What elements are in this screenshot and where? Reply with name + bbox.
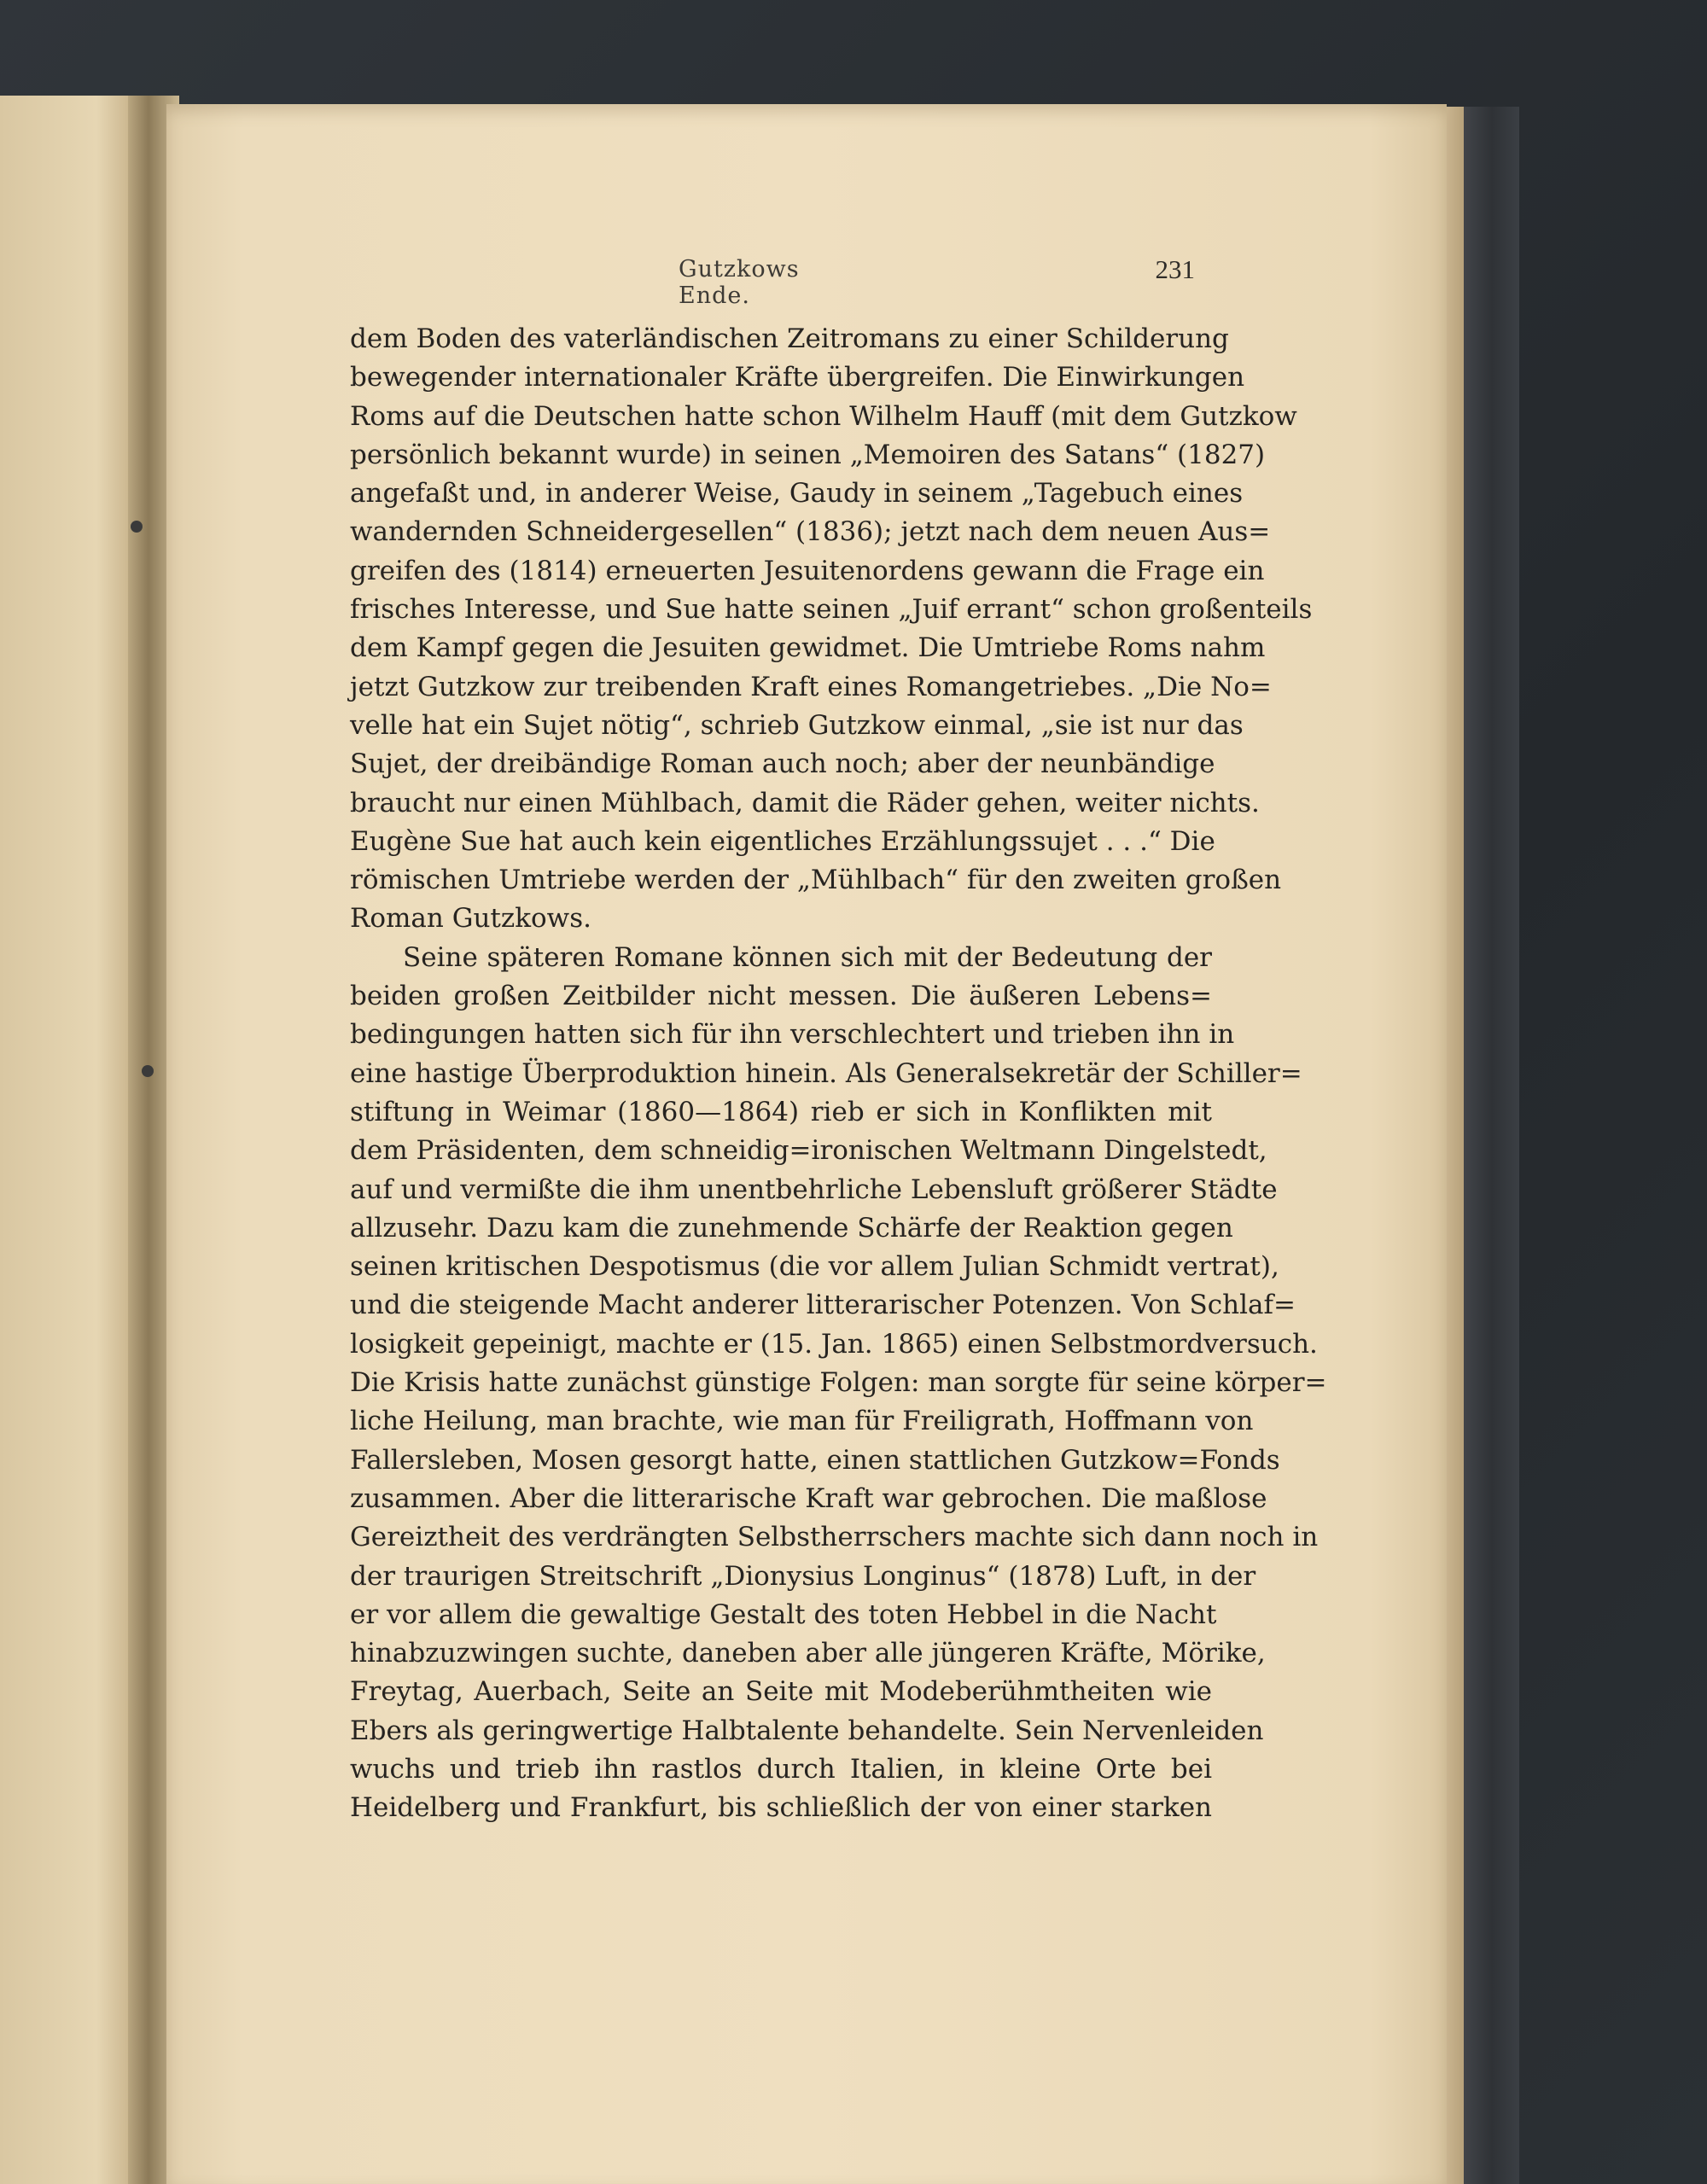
text-line: seinen kritischen Despotismus (die vor allem Julian Schmidt vertrat), bbox=[350, 1251, 1279, 1283]
text-line: er vor allem die gewaltige Gestalt des toten Hebbel in die Nacht bbox=[350, 1599, 1217, 1630]
text-line: zusammen. Aber die litterarische Kraft war gebrochen. Die maßlose bbox=[350, 1482, 1267, 1514]
text-line: beiden großen Zeitbilder nicht messen. Die äußeren Lebens= bbox=[350, 981, 1212, 1012]
text-line: wuchs und trieb ihn rastlos durch Italien, in kleine Orte bei bbox=[350, 1753, 1212, 1785]
body-text bbox=[350, 320, 1327, 1856]
binding-hole bbox=[142, 1065, 154, 1077]
text-line: velle hat ein Sujet nötig“, schrieb Gutzkow einmal, „sie ist nur das bbox=[350, 709, 1244, 741]
facing-page-edge bbox=[0, 96, 138, 2184]
text-line: dem Boden des vaterländischen Zeitromans zu einer Schilderung bbox=[350, 323, 1229, 354]
running-head: Gutzkows Ende. bbox=[679, 256, 800, 309]
text-line: hinabzuzwingen suchte, daneben aber alle jüngeren Kräfte, Mörike, bbox=[350, 1638, 1266, 1669]
text-line: persönlich bekannt wurde) in seinen „Memoiren des Satans“ (1827) bbox=[350, 439, 1266, 470]
text-line: Eugène Sue hat auch kein eigentliches Erzählungssujet . . .“ Die bbox=[350, 825, 1215, 857]
text-line: Roman Gutzkows. bbox=[350, 903, 591, 935]
text-line: Freytag, Auerbach, Seite an Seite mit Modeberühmtheiten wie bbox=[350, 1676, 1212, 1708]
text-line: Ebers als geringwertige Halbtalente behandelte. Sein Nervenleiden bbox=[350, 1715, 1264, 1746]
text-line: Gereiztheit des verdrängten Selbstherrschers machte sich dann noch in bbox=[350, 1522, 1319, 1553]
text-line: angefaßt und, in anderer Weise, Gaudy in seinem „Tagebuch eines bbox=[350, 478, 1244, 510]
text-line: auf und vermißte die ihm unentbehrliche Lebensluft größerer Städte bbox=[350, 1174, 1278, 1205]
text-line: wandernden Schneidergesellen“ (1836); jetzt nach dem neuen Aus= bbox=[350, 516, 1271, 548]
text-line: Die Krisis hatte zunächst günstige Folgen: man sorgte für seine körper= bbox=[350, 1367, 1327, 1399]
text-line: greifen des (1814) erneuerten Jesuitenordens gewann die Frage ein bbox=[350, 555, 1265, 586]
text-line: stiftung in Weimar (1860—1864) rieb er sich in Konflikten mit bbox=[350, 1096, 1212, 1127]
text-line: dem Präsidenten, dem schneidig=ironischen Weltmann Dingelstedt, bbox=[350, 1135, 1267, 1167]
text-line: losigkeit gepeinigt, machte er (15. Jan. 1865) einen Selbstmordversuch. bbox=[350, 1328, 1318, 1360]
text-line: der traurigen Streitschrift „Dionysius Longinus“ (1878) Luft, in der bbox=[350, 1560, 1256, 1592]
text-line: Seine späteren Romane können sich mit der Bedeutung der bbox=[403, 941, 1212, 973]
binding-hole bbox=[131, 521, 143, 533]
text-line: Sujet, der dreibändige Roman auch noch; aber der neunbändige bbox=[350, 748, 1215, 780]
text-line: bewegender internationaler Kräfte übergreifen. Die Einwirkungen bbox=[350, 362, 1245, 393]
text-line: dem Kampf gegen die Jesuiten gewidmet. Die Umtriebe Roms nahm bbox=[350, 632, 1266, 664]
text-line: allzusehr. Dazu kam die zunehmende Schärfe der Reaktion gegen bbox=[350, 1212, 1233, 1243]
text-line: eine hastige Überproduktion hinein. Als Generalsekretär der Schiller= bbox=[350, 1057, 1302, 1089]
text-line: Fallersleben, Mosen gesorgt hatte, einen stattlichen Gutzkow=Fonds bbox=[350, 1444, 1280, 1476]
text-line: braucht nur einen Mühlbach, damit die Räder gehen, weiter nichts. bbox=[350, 787, 1260, 818]
text-line: und die steigende Macht anderer litterarischer Potenzen. Von Schlaf= bbox=[350, 1290, 1296, 1321]
text-line: jetzt Gutzkow zur treibenden Kraft eines Romangetriebes. „Die No= bbox=[350, 671, 1272, 702]
page-number: 231 bbox=[1155, 254, 1195, 284]
text-line: liche Heilung, man brachte, wie man für Freiligrath, Hoffmann von bbox=[350, 1406, 1254, 1437]
text-line: römischen Umtriebe werden der „Mühlbach“ für den zweiten großen bbox=[350, 865, 1282, 896]
text-line: bedingungen hatten sich für ihn verschlechtert und trieben ihn in bbox=[350, 1019, 1235, 1051]
text-line: Heidelberg und Frankfurt, bis schließlich der von einer starken bbox=[350, 1792, 1212, 1824]
text-line: Roms auf die Deutschen hatte schon Wilhelm Hauff (mit dem Gutzkow bbox=[350, 400, 1297, 432]
text-line: frisches Interesse, und Sue hatte seinen „Juif errant“ schon großenteils bbox=[350, 594, 1313, 626]
